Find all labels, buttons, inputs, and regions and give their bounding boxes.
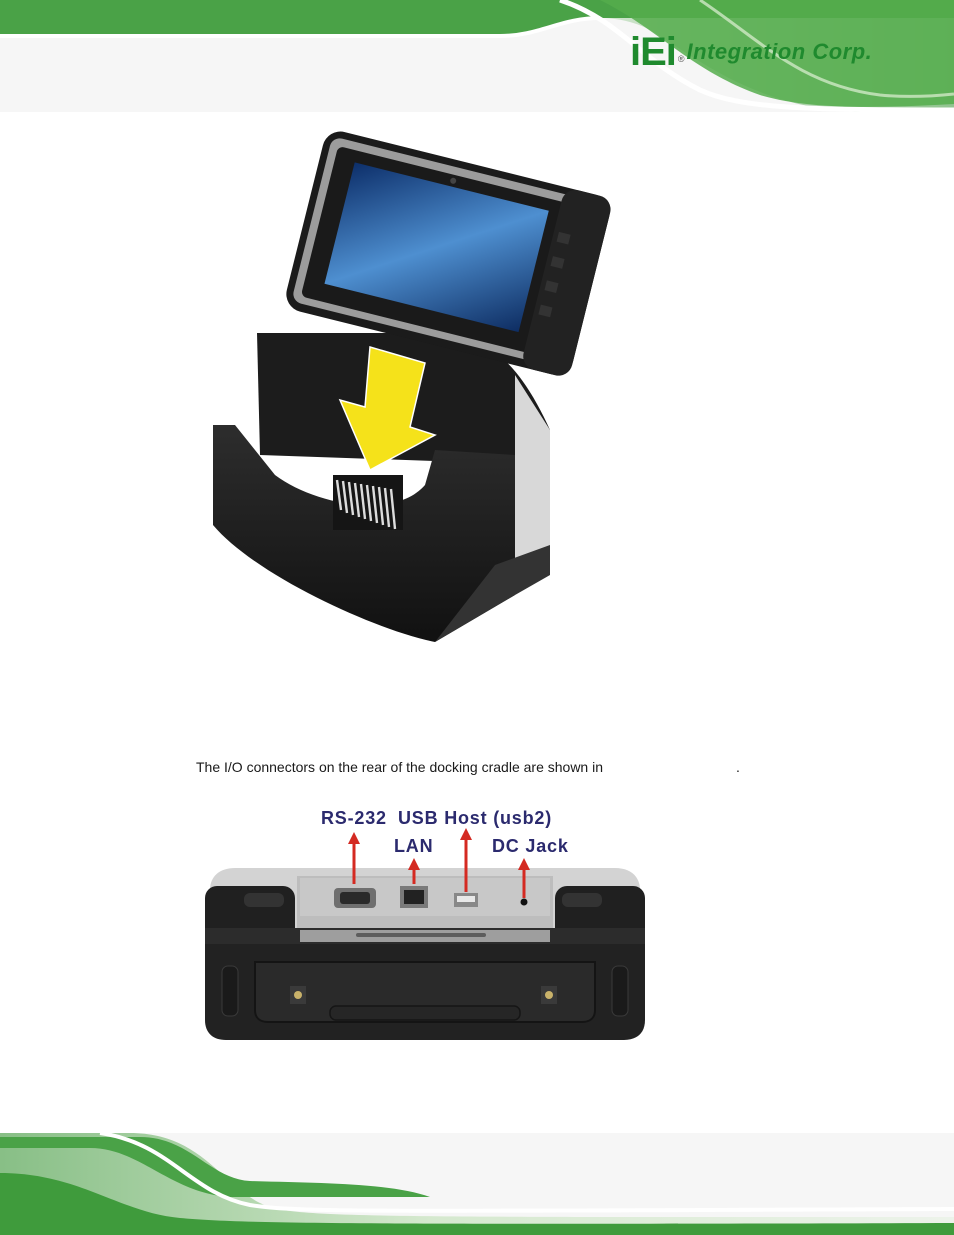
label-lan: LAN [394,836,434,856]
paragraph-terminator: . [736,759,740,775]
label-usb-host: USB Host (usb2) [398,808,553,828]
company-logo [630,30,872,74]
logo-registered: ® [677,54,685,64]
label-rs232: RS-232 [321,808,387,828]
footer-banner [0,1133,954,1235]
lan-port [400,886,428,908]
logo-text: Integration Corp. [686,39,873,64]
dc-jack [521,899,528,906]
rs232-port [334,888,376,908]
tablet-docking-illustration [195,125,615,650]
io-connectors-paragraph: The I/O connectors on the rear of the docking cradle are shown in [196,759,604,775]
label-dc-jack: DC Jack [492,836,569,856]
logo-mark: iEi [630,30,676,74]
usb-port [454,893,478,907]
cradle-rear-view [195,800,655,1045]
cradle-connector-grill [333,475,403,530]
